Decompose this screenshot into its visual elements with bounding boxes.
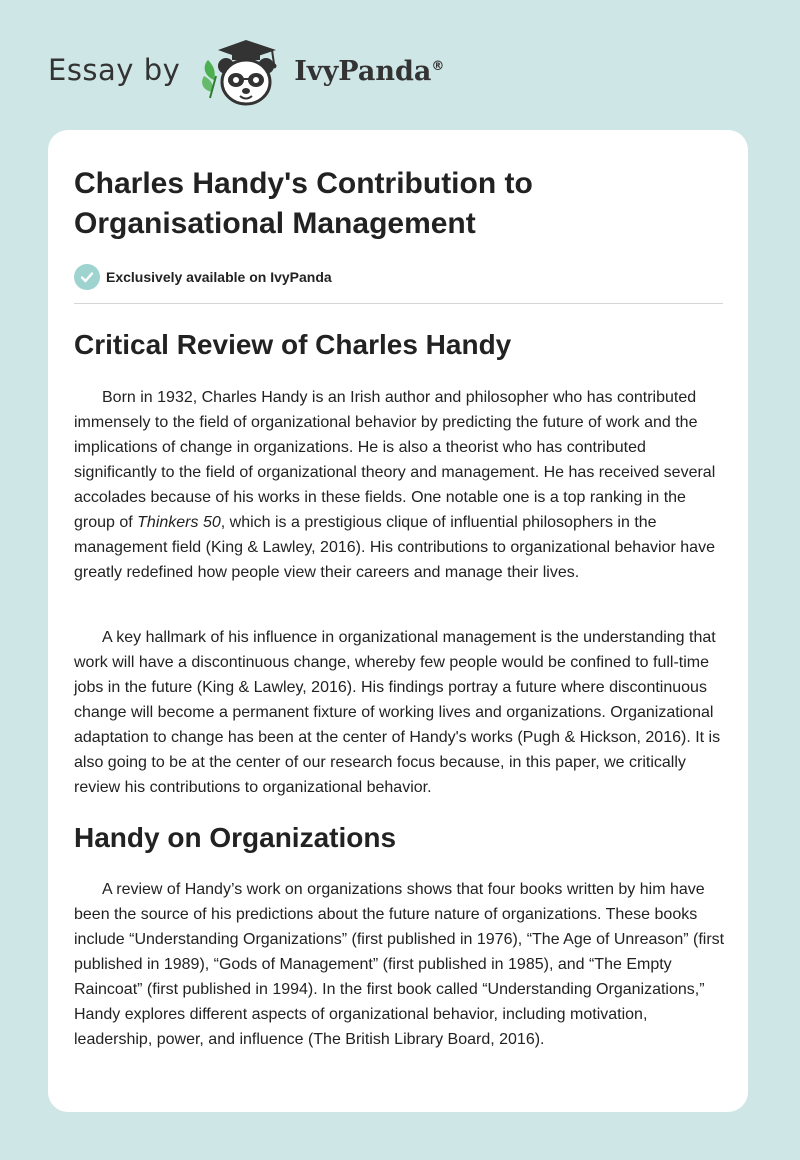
section-heading-critical-review: Critical Review of Charles Handy: [74, 329, 512, 360]
brand-name[interactable]: [294, 56, 444, 87]
paragraph-1: [74, 385, 726, 585]
essay-by-label: Essay by: [48, 53, 181, 87]
exclusive-label: Exclusively available on IvyPanda: [106, 269, 332, 285]
paragraph-3: A review of Handy’s work on organizations shows that four books written by him have been the source of his predictions about the future nature of organizations. These books include “Understanding Organizations” (first published in 1976), “The Age of Unreason” (first published in 1989), “Gods of Management” (first published in 1985), and “The Empty Raincoat” (first published in 1994). In the first book called “Understanding Organizations,” Handy explores different aspects of organizational behavior, including motivation, leadership, power, and influence (The British Library Board, 2016).: [74, 881, 725, 1048]
site-header: [48, 36, 508, 108]
page-title: Charles Handy's Contribution to Organisational Management: [74, 167, 533, 240]
check-circle-icon: [74, 264, 100, 290]
paragraph-1-text-b: , which is a prestigious clique of influential philosophers in the management field (King & Lawley, 2016). His contributions to organizational behavior have greatly redefined how people view their careers and manage their lives.: [74, 514, 715, 581]
panda-logo-icon[interactable]: [196, 36, 288, 108]
essay-card: [48, 130, 748, 1112]
paragraph-1-text-a: Born in 1932, Charles Handy is an Irish author and philosopher who has contributed immensely to the field of organizational behavior by predicting the future of work and the implications of change in organizations. He is also a theorist who has contributed significantly to the field of organizational theory and management. He has received several accolades because of his works in these fields. One notable one is a top ranking in the group of: [74, 389, 716, 531]
brand-text: IvyPanda: [294, 55, 432, 87]
divider: [74, 303, 723, 304]
exclusive-badge: [74, 264, 332, 290]
paragraph-2: A key hallmark of his influence in organizational management is the understanding that work will have a discontinuous change, whereby few people would be confined to full-time jobs in the future (King & Lawley, 2016). His findings portray a future where discontinuous change will become a permanent fixture of working lives and organizations. Organizational adaptation to change has been at the center of Handy's works (Pugh & Hickson, 2016). It is also going to be at the center of our research focus because, in this paper, we critically review his contributions to organizational behavior.: [74, 629, 721, 796]
registered-mark: ®: [431, 58, 445, 74]
section-heading-handy-on-organizations: Handy on Organizations: [74, 822, 397, 853]
thinkers-50-italic: Thinkers 50: [137, 514, 221, 531]
